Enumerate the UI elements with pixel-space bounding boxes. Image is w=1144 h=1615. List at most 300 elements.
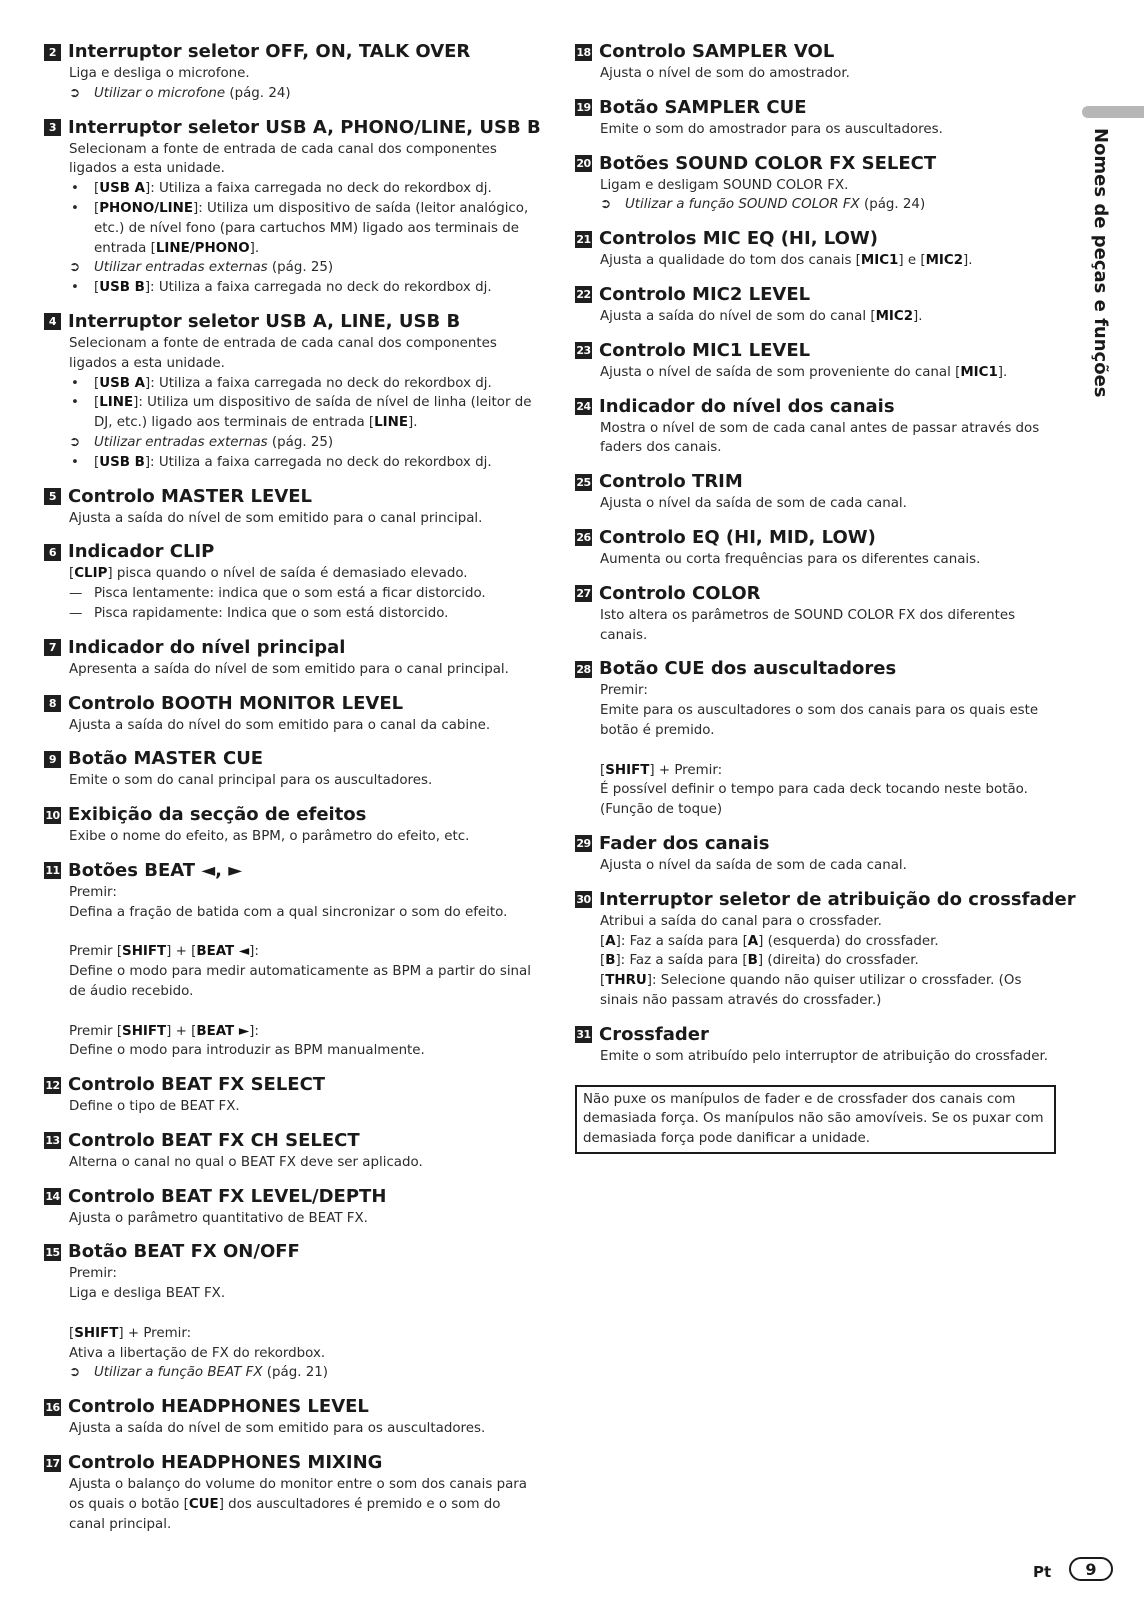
body-line [600,856,1070,876]
section-body [69,140,544,298]
body-line [69,1475,544,1495]
reference-arrow-icon: ➲ [69,260,81,276]
section-title: Interruptor seletor OFF, ON, TALK OVER [68,41,471,62]
section-number-badge: 6 [44,544,61,561]
section-heading [44,803,544,827]
body-line [600,419,1070,439]
text-run: Ajusta o nível da saída de som de cada canal. [600,496,907,512]
text-run: Emite o som do canal principal para os auscultadores. [69,773,433,789]
body-line [600,951,1070,971]
bold-term: B [605,953,616,969]
section-number-badge: 9 [44,751,61,768]
cross-reference [69,84,544,104]
body-line [69,564,544,584]
reference-arrow-icon: ➲ [69,85,81,101]
section-heading [44,40,544,64]
bold-term: BEAT ► [196,1023,250,1039]
section-item [575,470,1070,514]
body-line [600,120,1070,140]
text-run: Mostra o nível de som de cada canal antes de passar através dos [600,420,1040,436]
section-heading [575,40,1070,64]
text-run: ] e [ [898,253,926,269]
section-item [44,310,544,473]
text-run: [ [94,375,100,391]
text-run: Ajusta o balanço do volume do monitor entre o som dos canais para [69,1477,528,1493]
text-run: Ajusta o nível da saída de som de cada canal. [600,857,907,873]
body-line [600,606,1070,626]
section-body [600,1047,1070,1067]
body-line [600,494,1070,514]
section-number-badge: 21 [576,232,591,246]
bold-term: LINE [99,395,134,411]
section-heading [575,470,1070,494]
section-heading [575,1023,1070,1047]
reference-link-text: Utilizar a função SOUND COLOR FX [625,197,860,213]
body-line [69,1284,544,1304]
body-line [69,1097,544,1117]
body-line [69,883,544,903]
section-number-badge: 28 [576,662,591,676]
text-run: Ligam e desligam SOUND COLOR FX. [600,177,849,193]
reference-link-text: Utilizar o microfone [94,85,226,101]
bold-term: PHONO/LINE [99,200,193,216]
reference-link-text: Utilizar a função BEAT FX [94,1365,263,1381]
cross-reference [600,195,1070,215]
section-item [575,888,1076,1011]
section-number-badge: 17 [45,1456,60,1470]
section-body [69,716,544,736]
section-body [600,120,1070,140]
bold-term: LINE/PHONO [155,240,250,256]
text-run: [ [94,200,100,216]
body-line [600,991,1070,1011]
bold-term: MIC1 [860,253,899,269]
text-run: (pág. 25) [267,260,334,276]
section-body [600,606,1070,646]
section-item [575,582,1070,646]
text-run: Premir [ [69,1023,123,1039]
section-heading [575,339,1070,363]
text-run: Atribui a saída do canal para o crossfader. [600,913,882,929]
bullet-item [69,393,544,413]
text-run: Liga e desliga BEAT FX. [69,1286,226,1302]
text-run: ] (direita) do crossfader. [757,953,919,969]
body-line [600,800,1070,820]
section-item [44,1240,544,1383]
reference-arrow-icon: ➲ [600,197,612,213]
bold-term: USB A [99,181,145,197]
body-line [69,1264,544,1284]
section-heading [44,310,544,334]
section-item [44,803,544,847]
text-run: Ajusta o nível de som do amostrador. [600,66,850,81]
text-run: [ [600,973,606,989]
section-body [69,827,544,847]
section-title: Controlo BEAT FX SELECT [68,1074,326,1096]
section-body [69,64,544,104]
text-run: [ [94,454,100,470]
text-run: ]. [913,308,923,324]
section-number-badge: 22 [576,288,591,302]
bold-term: MIC1 [960,364,998,380]
bullet-item [69,199,544,219]
text-run: [ [600,762,606,778]
reference-arrow-icon: ➲ [69,434,81,450]
text-run: (pág. 24) [225,85,291,101]
dash-item [69,604,544,624]
section-number-badge: 23 [576,344,591,358]
cross-reference [69,433,544,453]
text-run: ]: [249,944,259,960]
text-run: Exibe o nome do efeito, as BPM, o parâmetro do efeito, etc. [69,829,470,845]
section-title: Controlo EQ (HI, MID, LOW) [599,526,876,548]
bullet-continuation [69,239,544,259]
section-heading [575,283,1070,307]
spacer [69,1002,544,1022]
text-run: Liga e desliga o microfone. [69,66,250,81]
section-title: Indicador CLIP [68,541,215,563]
cross-reference [69,258,544,278]
text-run: Selecionam a fonte de entrada de cada canal dos componentes [69,141,497,157]
bold-term: USB A [99,375,145,391]
text-run: botão é premido. [600,722,715,738]
text-run: [ [600,953,606,969]
body-line [69,660,544,680]
section-item [44,636,544,680]
section-body [69,771,544,791]
section-number-badge: 5 [44,488,61,505]
text-run: Selecionam a fonte de entrada de cada canal dos componentes [69,335,497,351]
body-line [69,140,544,160]
text-run: ] (esquerda) do crossfader. [758,933,939,949]
section-heading [575,832,1070,856]
section-title: Exibição da secção de efeitos [68,804,367,826]
text-run: [ [69,1325,75,1341]
text-run: Emite o som do amostrador para os auscultadores. [600,121,943,137]
text-run: canais. [600,627,648,643]
section-body [600,176,1070,216]
reference-link-text: Utilizar entradas externas [94,260,268,276]
section-item [44,485,544,529]
left-column [44,40,544,1546]
bold-term: A [747,933,759,949]
section-number-badge: 30 [576,893,591,907]
section-number-badge: 25 [576,475,591,489]
section-title: Indicador do nível dos canais [599,395,895,417]
section-heading [44,1129,544,1153]
section-number-badge: 8 [44,695,61,712]
section-body [600,494,1070,514]
text-run: [ [600,933,606,949]
text-run: ] dos auscultadores é premido e o som do [218,1496,501,1512]
spacer [600,741,1070,761]
section-heading [575,526,1070,550]
section-number-badge: 7 [44,639,61,656]
text-run: Ajusta a qualidade do tom dos canais [ [600,253,861,269]
section-item [44,747,544,791]
section-item [575,832,1070,876]
section-body [69,1209,544,1229]
section-number-badge: 13 [45,1134,60,1148]
text-run: ligados a esta unidade. [69,355,225,371]
body-line [69,1344,544,1364]
section-body [69,1419,544,1439]
section-title: Botão MASTER CUE [68,748,264,770]
body-line [69,159,544,179]
section-item [575,1023,1070,1067]
text-run: ]: Utiliza um dispositivo de saída de nível de linha (leitor de [133,395,532,411]
text-run: DJ, etc.) ligado aos terminais de entrada [ [94,415,375,431]
text-run: Premir [ [69,944,123,960]
body-line [600,971,1070,991]
text-run: ]: Utiliza um dispositivo de saída (leitor analógico, [193,200,529,216]
body-line [69,1153,544,1173]
section-title: Controlos MIC EQ (HI, LOW) [599,228,879,250]
section-item [44,692,544,736]
footer-language: Pt [1033,1563,1052,1581]
bold-term: USB B [99,454,145,470]
bold-term: CLIP [74,566,108,582]
text-run: (Função de toque) [600,802,723,818]
section-title: Botões SOUND COLOR FX SELECT [599,152,937,174]
spacer [69,1304,544,1324]
text-run: ] + [ [166,1023,197,1039]
section-body [69,564,544,623]
section-title: Crossfader [599,1023,709,1045]
text-run: ]: Faz a saída para [ [615,933,748,949]
section-heading [44,747,544,771]
section-title: Controlo HEADPHONES LEVEL [68,1396,369,1418]
text-run: ] + Premir: [118,1325,192,1341]
bullet-item [69,453,544,473]
text-run: Ajusta a saída do nível de som do canal [ [600,308,876,324]
bold-term: LINE [374,415,408,431]
body-line [69,1419,544,1439]
section-item [575,395,1070,459]
section-title: Controlo MASTER LEVEL [68,485,313,507]
section-heading [44,692,544,716]
text-run: Define o modo para introduzir as BPM manualmente. [69,1043,425,1059]
text-run: os quais o botão [ [69,1496,189,1512]
section-item [44,40,544,104]
bold-term: B [747,953,758,969]
text-run: Premir: [69,1266,117,1282]
section-item [44,116,544,298]
section-number-badge: 12 [45,1078,60,1092]
text-run: ]: Utiliza a faixa carregada no deck do rekordbox dj. [144,181,492,197]
section-item [575,152,1070,216]
section-number-badge: 11 [45,864,60,878]
bold-term: BEAT ◄ [196,944,250,960]
section-body [600,856,1070,876]
body-line [69,1022,544,1042]
section-title: Controlo HEADPHONES MIXING [68,1452,383,1474]
body-line [69,942,544,962]
section-item [575,283,1070,327]
right-column [575,40,1076,1154]
section-body [69,883,544,1061]
section-heading [575,227,1070,251]
text-run: ] pisca quando o nível de saída é demasiado elevado. [107,566,468,582]
bullet-continuation [69,219,544,239]
section-number-badge: 19 [576,101,591,115]
text-run: Pisca rapidamente: Indica que o som está distorcido. [94,605,449,621]
section-title: Controlo BEAT FX CH SELECT [68,1129,360,1151]
section-body [600,251,1070,271]
text-run: Apresenta a saída do nível de som emitido para o canal principal. [69,661,509,677]
section-title: Interruptor seletor de atribuição do crossfader [599,888,1076,910]
text-run: ]. [963,253,973,269]
section-title: Indicador do nível principal [68,636,346,658]
body-line [600,1047,1070,1067]
text-run: [ [94,280,100,296]
section-title: Interruptor seletor USB A, PHONO/LINE, USB B [68,116,541,138]
section-number-badge: 29 [576,837,591,851]
reference-link-text: Utilizar entradas externas [94,434,268,450]
text-run: Ajusta o nível de saída de som proveniente do canal [ [600,364,961,380]
text-run: ]. [997,364,1008,380]
text-run: de áudio recebido. [69,983,194,999]
text-run: Ajusta a saída do nível do som emitido para o canal da cabine. [69,717,491,733]
section-heading [44,1073,544,1097]
section-body [600,550,1070,570]
bold-term: SHIFT [74,1325,119,1341]
side-tab-marker [1082,106,1144,118]
section-body [600,419,1070,459]
section-title: Botão SAMPLER CUE [599,96,807,118]
section-item [575,96,1070,140]
text-run: Ativa a libertação de FX do rekordbox. [69,1345,326,1361]
body-line [69,771,544,791]
bullet-item [69,179,544,199]
section-body [69,1264,544,1383]
text-run: [ [94,181,100,197]
text-run: Emite o som atribuído pelo interruptor de atribuição do crossfader. [600,1048,1049,1064]
bold-term: A [605,933,616,949]
text-run: entrada [ [94,240,156,256]
section-body [69,509,544,529]
section-item [575,526,1070,570]
body-line [69,716,544,736]
section-number-badge: 20 [576,157,591,171]
text-run: Premir: [600,683,648,699]
section-title: Interruptor seletor USB A, LINE, USB B [68,310,461,332]
text-run: faders dos canais. [600,440,722,456]
body-line [600,251,1070,271]
text-run: ]: [249,1023,259,1039]
text-run: ]. [249,240,260,256]
body-line [69,903,544,923]
section-body [600,307,1070,327]
body-line [600,681,1070,701]
section-item [575,657,1070,820]
section-body [69,1097,544,1117]
section-item [575,227,1070,271]
section-body [600,64,1070,84]
section-title: Botão BEAT FX ON/OFF [68,1241,300,1263]
text-run: Isto altera os parâmetros de SOUND COLOR FX dos diferentes [600,607,1016,623]
section-number-badge: 24 [576,400,591,414]
section-heading [44,1240,544,1264]
section-title: Controlo TRIM [599,471,743,493]
section-body [600,912,1070,1011]
text-run: É possível definir o tempo para cada deck tocando neste botão. [600,782,1028,798]
text-run: ]. [408,415,418,431]
section-number-badge: 27 [576,587,591,601]
section-heading [575,395,1070,419]
section-heading [575,96,1070,120]
section-item [575,40,1070,84]
body-line [69,1515,544,1535]
side-tab-label: Nomes de peças e funções [1090,128,1111,398]
text-run: ]: Utiliza a faixa carregada no deck do rekordbox dj. [144,454,492,470]
section-body [69,660,544,680]
reference-arrow-icon: ➲ [69,1365,81,1381]
body-line [69,354,544,374]
cross-reference [69,1363,544,1383]
bold-term: SHIFT [122,1023,167,1039]
text-run: ]: Faz a saída para [ [615,953,748,969]
body-line [600,64,1070,84]
section-number-badge: 4 [44,313,61,330]
text-run: ]: Utiliza a faixa carregada no deck do rekordbox dj. [144,375,492,391]
page-number: 9 [1069,1557,1113,1581]
section-item [44,1451,544,1534]
bold-term: MIC2 [925,253,964,269]
text-run: Define o modo para medir automaticamente as BPM a partir do sinal [69,964,531,980]
section-title: Controlo MIC1 LEVEL [599,339,811,361]
section-body [69,334,544,473]
section-body [600,363,1070,383]
section-number-badge: 16 [45,1400,60,1414]
body-line [600,550,1070,570]
bullet-continuation [69,413,544,433]
section-heading [44,859,544,883]
section-number-badge: 15 [45,1245,60,1259]
body-line [69,334,544,354]
section-heading [44,485,544,509]
text-run: sinais não passam através do crossfader.) [600,992,882,1008]
section-heading [575,152,1070,176]
section-number-badge: 26 [576,531,591,545]
bold-term: USB B [99,280,145,296]
text-run: (pág. 21) [262,1365,328,1381]
bold-term: MIC2 [875,308,914,324]
section-item [44,1129,544,1173]
section-heading [44,1185,544,1209]
section-item [44,540,544,623]
text-run: Aumenta ou corta frequências para os diferentes canais. [600,551,981,567]
section-heading [575,657,1070,681]
text-run: ]: Selecione quando não quiser utilizar o crossfader. (Os [646,973,1022,989]
body-line [600,626,1070,646]
section-item [44,859,544,1061]
section-heading [44,1451,544,1475]
text-run: ]: Utiliza a faixa carregada no deck do rekordbox dj. [144,280,492,296]
section-item [575,339,1070,383]
text-run: (pág. 25) [267,434,334,450]
text-run: Define o tipo de BEAT FX. [69,1099,240,1115]
section-title: Controlo COLOR [599,582,761,604]
text-run: Pisca lentamente: indica que o som está a ficar distorcido. [94,586,486,602]
body-line [69,1041,544,1061]
text-run: ligados a esta unidade. [69,161,225,177]
section-title: Controlo SAMPLER VOL [599,41,835,62]
text-run: ] + Premir: [649,762,723,778]
section-heading [44,636,544,660]
caution-note: Não puxe os manípulos de fader e de crossfader dos canais com demasiada força. Os manípulos não são amovíveis. Se os puxar com demasiada força pode danificar a unidade. [575,1085,1056,1154]
dash-item [69,584,544,604]
